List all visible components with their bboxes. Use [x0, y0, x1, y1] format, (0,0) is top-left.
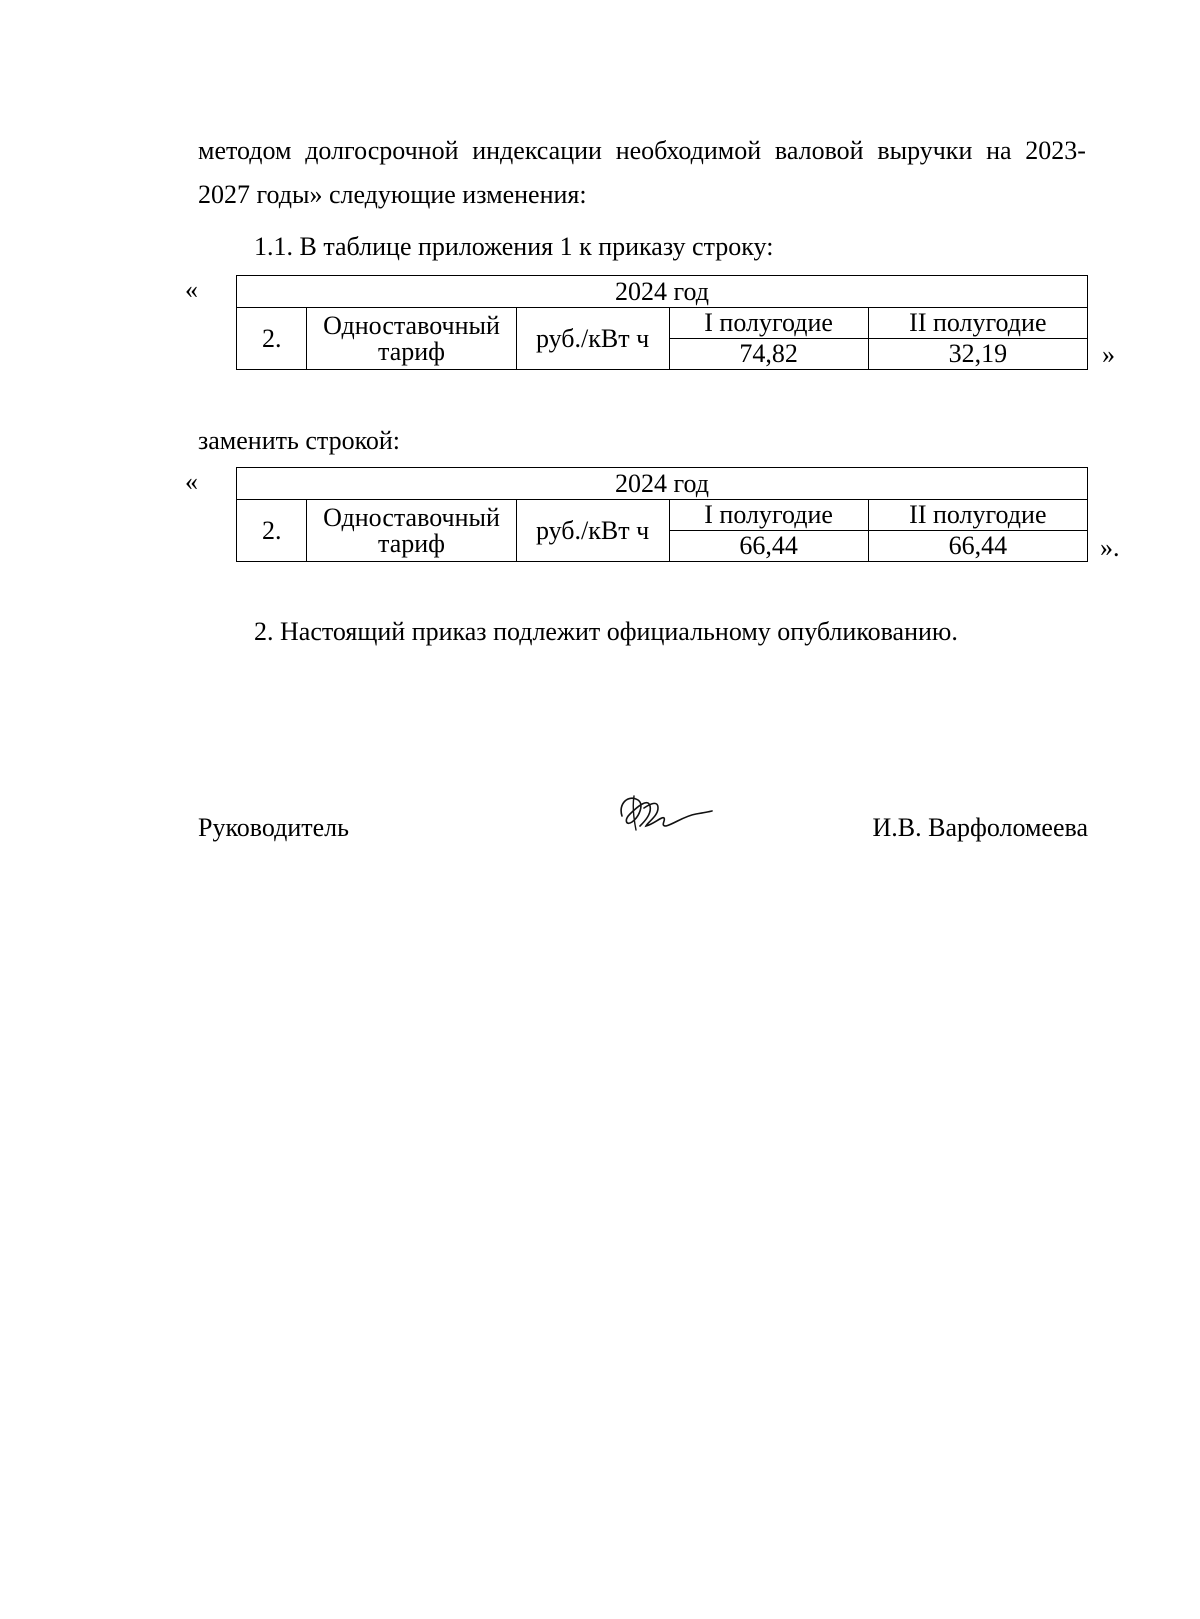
half2-value: 66,44 [868, 531, 1087, 562]
tariff-table-old [236, 275, 1088, 370]
word: валовой [774, 136, 864, 165]
half2-label: II полугодие [868, 308, 1087, 339]
position-title: Руководитель [198, 813, 349, 842]
half2-value: 32,19 [868, 339, 1087, 370]
word: выручки [877, 136, 973, 165]
close-quote: » [1102, 340, 1115, 369]
unit: руб./кВт ч [516, 500, 669, 562]
word: необходимой [615, 136, 762, 165]
word: 2023- [1025, 136, 1086, 165]
half2-label: II полугодие [868, 500, 1087, 531]
unit: руб./кВт ч [516, 308, 669, 370]
replace-with-line: заменить строкой: [198, 426, 401, 455]
row-number: 2. [237, 500, 307, 562]
half1-label: I полугодие [669, 500, 868, 531]
tariff-table-new [236, 467, 1088, 562]
tariff-name: Одноставочный тариф [307, 500, 516, 562]
year-header: 2024 год [237, 468, 1088, 500]
word: индексации [472, 136, 602, 165]
close-quote: ». [1100, 533, 1120, 562]
year-header: 2024 год [237, 276, 1088, 308]
half1-value: 74,82 [669, 339, 868, 370]
word: на [986, 136, 1012, 165]
open-quote: « [185, 467, 198, 496]
open-quote: « [185, 275, 198, 304]
word: долгосрочной [305, 136, 459, 165]
word: методом [198, 136, 292, 165]
row-number: 2. [237, 308, 307, 370]
half1-value: 66,44 [669, 531, 868, 562]
tariff-name: Одноставочный тариф [307, 308, 516, 370]
handwritten-signature [614, 786, 714, 836]
paragraph-line-1 [198, 136, 1086, 166]
paragraph-line-2: 2027 годы» следующие изменения: [198, 180, 587, 209]
half1-label: I полугодие [669, 308, 868, 339]
signer-name: И.В. Варфоломеева [872, 813, 1088, 842]
paragraph-item-1-1: 1.1. В таблице приложения 1 к приказу строку: [254, 232, 774, 261]
paragraph-item-2: 2. Настоящий приказ подлежит официальному опубликованию. [254, 617, 958, 646]
